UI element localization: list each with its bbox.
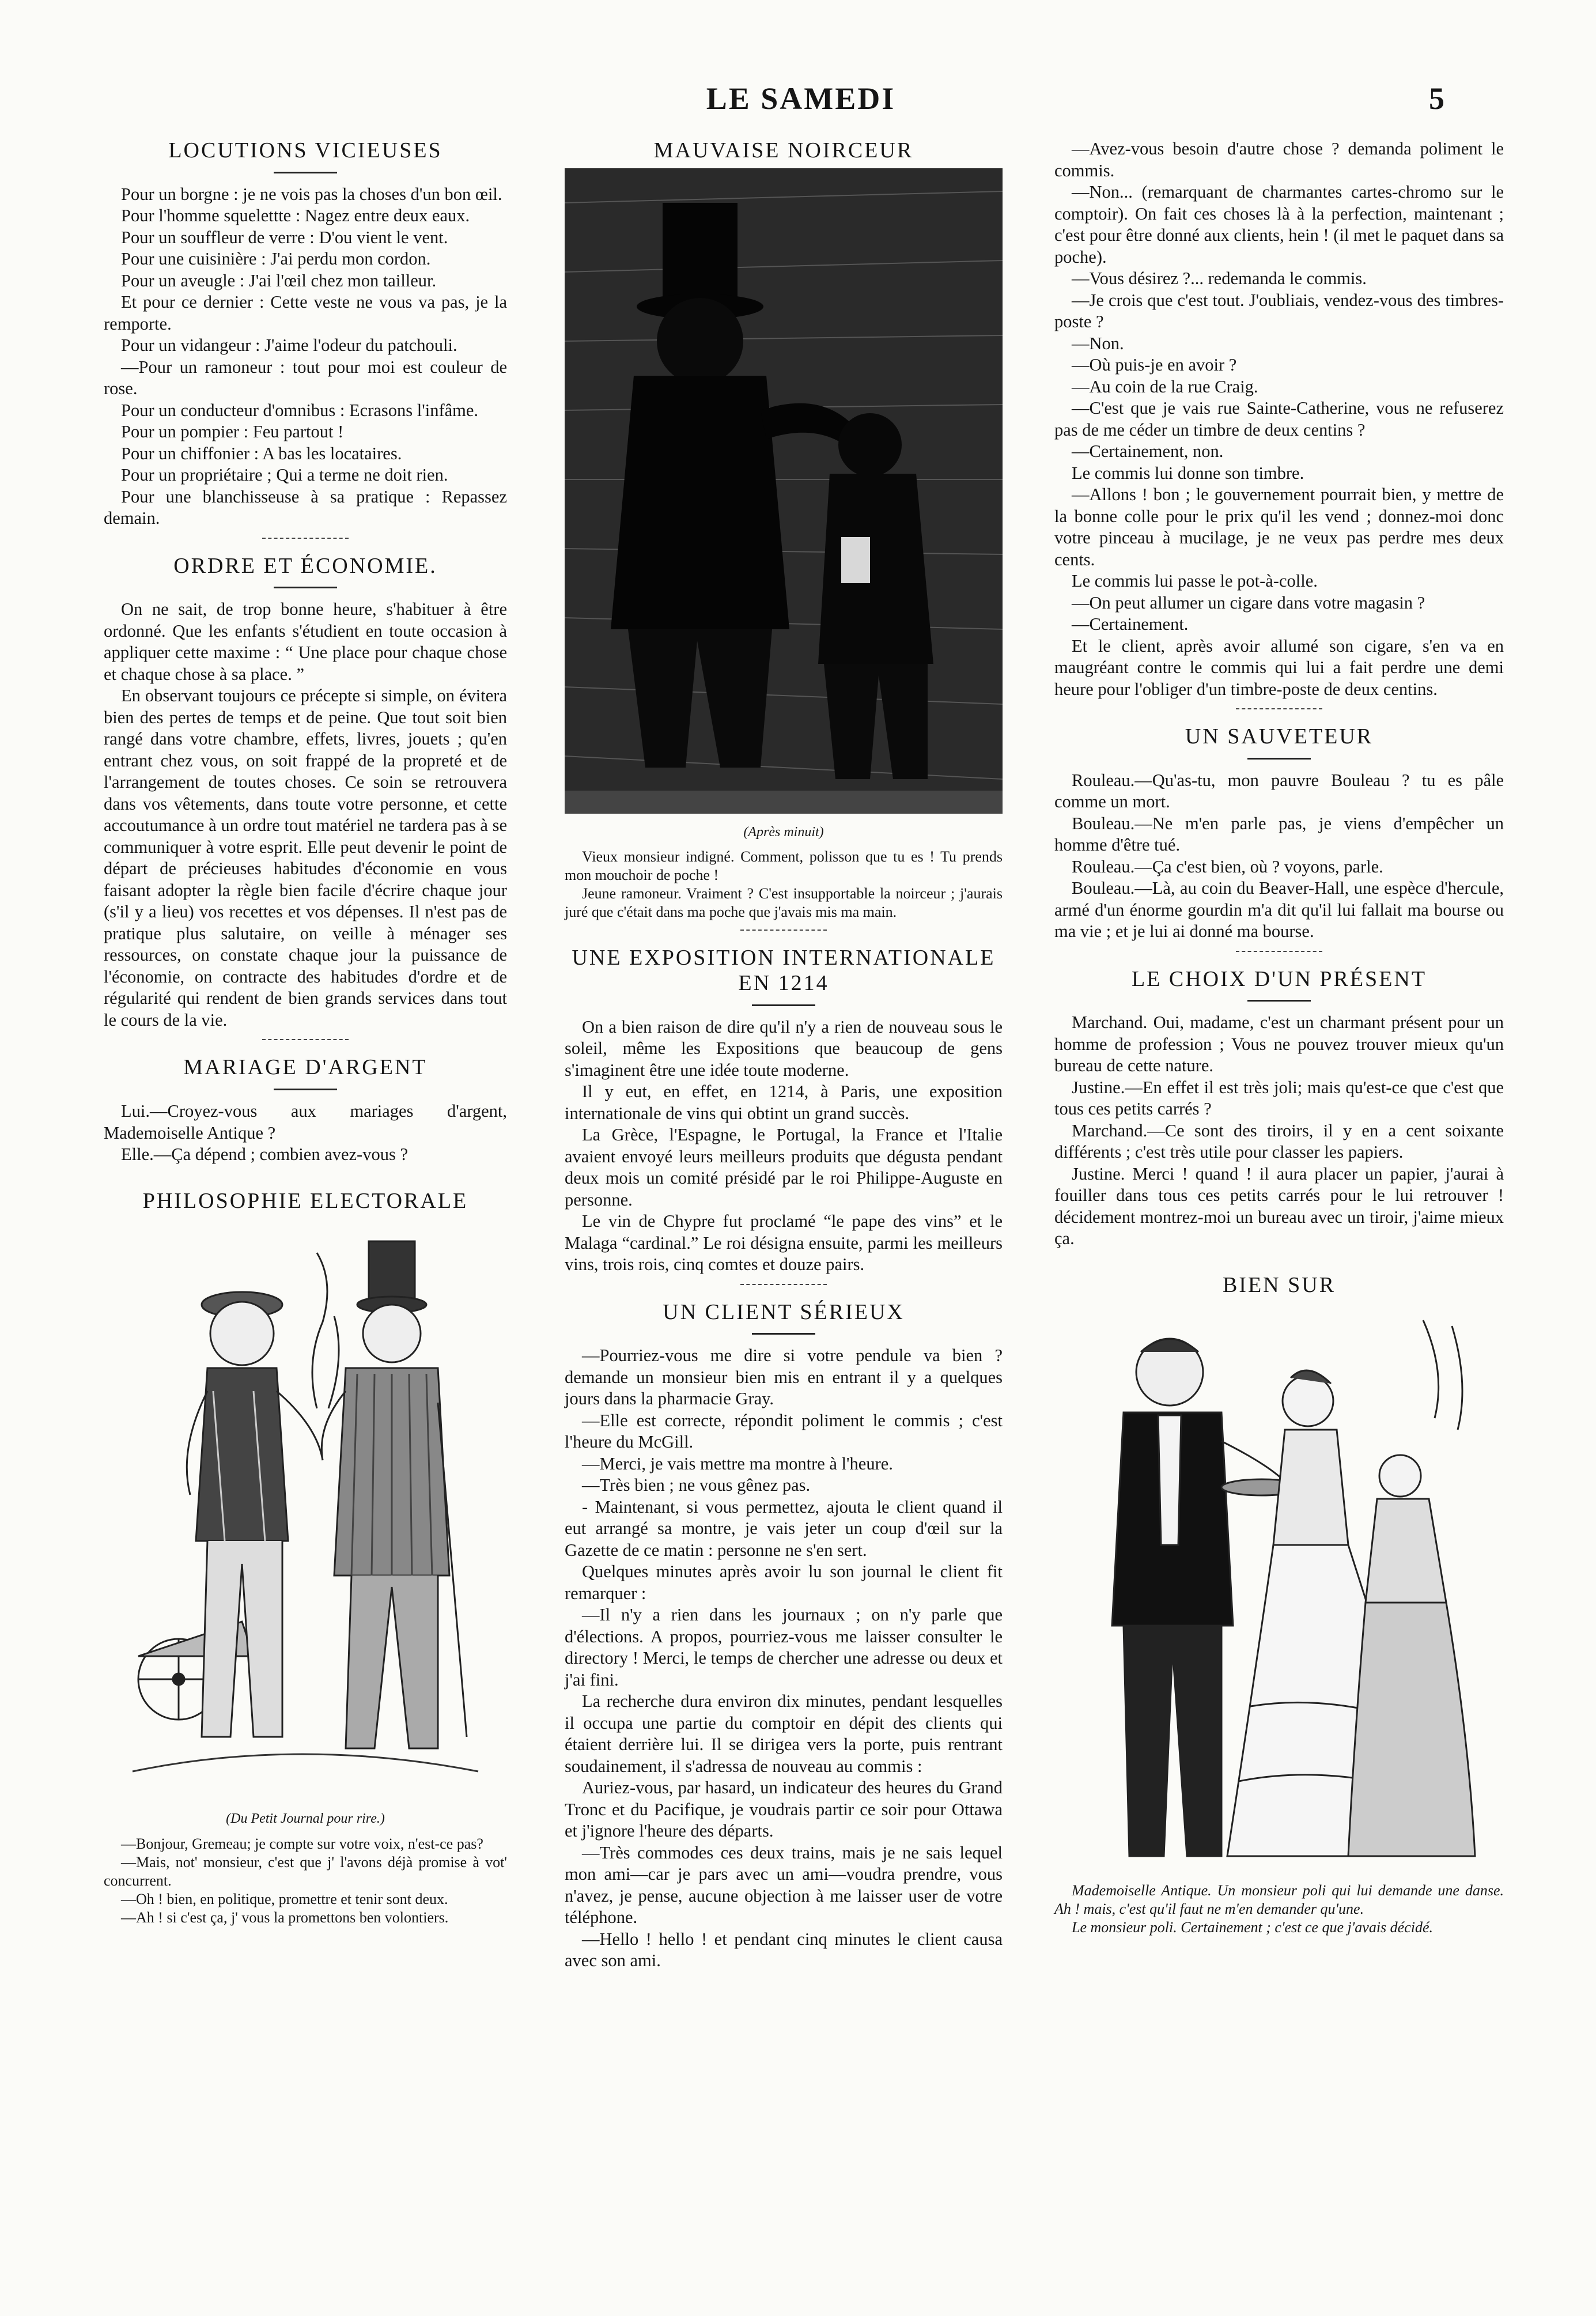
section-divider	[262, 538, 349, 539]
paragraph: Rouleau.—Ça c'est bien, où ? voyons, parle.	[1072, 856, 1383, 876]
paragraph: —Je crois que c'est tout. J'oubliais, vendez-vous des timbres-poste ?	[1054, 290, 1504, 331]
section-divider	[740, 930, 827, 931]
paragraph: —Non.	[1072, 333, 1124, 353]
article-title: LOCUTIONS VICIEUSES	[168, 138, 443, 163]
paragraph: —Merci, je vais mettre ma montre à l'heure.	[582, 1453, 893, 1474]
article-noirceur	[542, 138, 1026, 921]
title-rule	[274, 1089, 337, 1090]
paragraph: —Il n'y a rien dans les journaux ; on n'y parle que d'élections. A propos, pourriez-vous me laisser consulter le directory ! Merci, le temps de chercher une adresse ou deux et j'ai fini.	[565, 1605, 1003, 1690]
paragraph: Le commis lui donne son timbre.	[1072, 463, 1304, 483]
article-client-suite	[1054, 138, 1504, 700]
article-biensur	[1054, 1273, 1504, 1937]
newspaper-name: LE SAMEDI	[706, 81, 896, 116]
title-rule	[1247, 1000, 1311, 1002]
paragraph: —Très commodes ces deux trains, mais je ne sais lequel mon ami—car je pars avec un ami—voudra prendre, vous n'avez, je pense, aucune objection à me laisser user de votre téléphone.	[565, 1842, 1003, 1928]
article-title: UN SAUVETEUR	[1185, 724, 1374, 749]
paragraph: Bouleau.—Ne m'en parle pas, je viens d'empêcher un homme d'être tué.	[1054, 813, 1504, 855]
paragraph: Le vin de Chypre fut proclamé “le pape des vins” et le Malaga “cardinal.” Le roi désigna ensuite, parmi les meilleurs vins, trois rois, cinq comtes et douze pairs.	[565, 1211, 1003, 1275]
paragraph: Pour un conducteur d'omnibus : Ecrasons l'infâme.	[121, 400, 479, 420]
paragraph: La recherche dura environ dix minutes, pendant lesquelles il occupa une partie du comptoir en dépit des clients qui étaient derrière lui. Il se dirigea vers la porte, puis rentrant soudainement, il s'adressa de nouveau au commis :	[565, 1691, 1003, 1776]
section-divider	[1236, 708, 1322, 709]
paragraph: Justine.—En effet il est très joli; mais qu'est-ce que c'est que tous ces petits carrés ?	[1054, 1077, 1504, 1119]
paragraph: Marchand. Oui, madame, c'est un charmant présent pour un homme de profession ; Vous ne pouvez trouver mieux qu'un bureau de cette nature.	[1054, 1012, 1504, 1076]
column-left	[104, 138, 507, 1933]
article-title: MARIAGE D'ARGENT	[183, 1055, 428, 1080]
paragraph: —Très bien ; ne vous gênez pas.	[582, 1475, 811, 1495]
section-divider	[262, 1039, 349, 1040]
paragraph: Pour une cuisinière : J'ai perdu mon cordon.	[121, 249, 431, 269]
section-divider	[1236, 951, 1322, 952]
paragraph: —Allons ! bon ; le gouvernement pourrait bien, y mettre de la bonne colle pour le prix qu'il les vend ; donnez-moi donc votre pinceau à mucilage, je ne veux pas perdre mes deux cents.	[1054, 485, 1504, 569]
paragraph: —Pour un ramoneur : tout pour moi est couleur de rose.	[104, 357, 507, 399]
paragraph: Justine. Merci ! quand ! il aura placer un papier, j'aurai à fouiller dans tous ces petits carrés pour le lui retrouver ! décidement montrez-moi un bureau avec un tiroir, j'aime mieux ça.	[1054, 1163, 1504, 1249]
article-title: UNE EXPOSITION INTERNATIONALE EN 1214	[572, 946, 996, 995]
paragraph: —Ah ! si c'est ça, j' vous la promettons ben volontiers.	[121, 1909, 449, 1926]
illustration-caption: (Du Petit Journal pour rire.)	[226, 1811, 385, 1827]
article-title: BIEN SUR	[1222, 1272, 1336, 1297]
paragraph: —Certainement.	[1072, 614, 1189, 634]
title-rule	[1247, 758, 1311, 760]
paragraph: Lui.—Croyez-vous aux mariages d'argent, Mademoiselle Antique ?	[104, 1101, 507, 1143]
paragraph: En observant toujours ce précepte si simple, on évitera bien des pertes de temps et de peine. Que tout soit bien rangé dans votre chambre, effets, livres, jouets ; qu'en entrant chez vous, on soit frappé de la propreté et de l'arrangement de toutes choses. Ce soin se retrouvera dans vos vêtements, dans toute votre personne, et cette accoutumance à un ordre tout matériel ne tardera pas à se communiquer à votre esprit. Elle peut devenir le point de départ de précieuses habitudes d'économie en vous faisant adopter la règle bien facile d'écrire chaque jour (s'il y a lieu) vos recettes et vos dépenses. Il n'est pas de pratique plus salutaire, on veille à ménager ses ressources, on constate chaque jour la puissance de l'économie, on contracte des habitudes d'ordre et de régularité qui rendent de bien grands services dans tout le cours de la vie.	[104, 686, 507, 1030]
paragraph: Et le client, après avoir allumé son cigare, s'en va en maugréant contre le commis qui lui a fait perdre une demi heure pour l'obliger d'un timbre-poste de deux centins.	[1054, 636, 1504, 699]
paragraph: —C'est que je vais rue Sainte-Catherine, vous ne refuserez pas de me céder un timbre de deux centins ?	[1054, 398, 1504, 440]
paragraph: Le commis lui passe le pot-à-colle.	[1072, 571, 1318, 591]
paragraph: Pour un chiffonier : A bas les locataires.	[121, 443, 402, 463]
paragraph: Pour un pompier : Feu partout !	[121, 422, 344, 442]
article-title: LE CHOIX D'UN PRÉSENT	[1131, 966, 1427, 991]
article-ordre	[104, 554, 507, 1032]
article-title: PHILOSOPHIE ELECTORALE	[142, 1188, 468, 1213]
paragraph: —Non... (remarquant de charmantes cartes-chromo sur le comptoir). On fait ces choses là à la perfection, maintenant ; c'est pour être donné aux clients, hein ! (il met le paquet dans sa poche).	[1054, 182, 1504, 267]
title-rule	[752, 1333, 815, 1335]
article-sauveteur	[1054, 724, 1504, 943]
article-title: UN CLIENT SÉRIEUX	[663, 1299, 905, 1324]
article-choix	[1054, 967, 1504, 1250]
paragraph: Bouleau.—Là, au coin du Beaver-Hall, une espèce d'hercule, armé d'un énorme gourdin m'a dit qu'il lui fallait ma bourse ou ma vie ; et je lui ai donné ma bourse.	[1054, 878, 1504, 942]
paragraph: La Grèce, l'Espagne, le Portugal, la France et l'Italie avaient envoyé leurs meilleurs produits que dégusta pendant deux mois un comité présidé par le roi Philippe-Auguste en personne.	[565, 1125, 1003, 1210]
paragraph: Pour un borgne : je ne vois pas la choses d'un bon œil.	[121, 184, 502, 204]
paragraph: Marchand.—Ce sont des tiroirs, il y en a cent soixante différents ; c'est très utile pour classer les papiers.	[1054, 1120, 1504, 1162]
paragraph: Pour un aveugle : J'ai l'œil chez mon tailleur.	[121, 270, 437, 290]
illustration-caption: (Après minuit)	[743, 824, 824, 840]
paragraph: Jeune ramoneur. Vraiment ? C'est insupportable la noirceur ; j'aurais juré que c'était dans ma poche que j'avais mis ma main.	[565, 885, 1003, 921]
title-rule	[274, 587, 337, 588]
article-client	[565, 1300, 1003, 1972]
title-rule	[274, 172, 337, 173]
article-title: MAUVAISE NOIRCEUR	[653, 138, 914, 163]
paragraph: —Pourriez-vous me dire si votre pendule va bien ? demande un monsieur bien mis en entrant il y a quelques jours dans la pharmacie Gray.	[565, 1346, 1003, 1409]
column-right	[1054, 138, 1504, 1943]
paragraph: —Certainement, non.	[1072, 441, 1224, 461]
paragraph: —Bonjour, Gremeau; je compte sur votre voix, n'est-ce pas?	[121, 1835, 483, 1852]
paragraph: Pour une blanchisseuse à sa pratique : Repassez demain.	[104, 486, 507, 528]
paragraph: Mademoiselle Antique. Un monsieur poli qui lui demande une danse. Ah ! mais, c'est qu'il faut ne m'en demander qu'une.	[1054, 1881, 1504, 1917]
paragraph: On a bien raison de dire qu'il n'y a rien de nouveau sous le soleil, même les Expositions que beaucoup de gens s'imaginent être une idée toute moderne.	[565, 1017, 1003, 1080]
article-title: ORDRE ET ÉCONOMIE.	[173, 553, 437, 578]
column-center	[542, 138, 1026, 1978]
dark-night-illustration	[565, 168, 1003, 814]
paragraph: —On peut allumer un cigare dans votre magasin ?	[1072, 592, 1425, 613]
article-mariage	[104, 1055, 507, 1165]
paragraph: Pour l'homme squelettte : Nagez entre deux eaux.	[121, 206, 470, 226]
paragraph: —Elle est correcte, répondit poliment le commis ; c'est l'heure du McGill.	[565, 1410, 1003, 1452]
electoral-illustration	[127, 1218, 484, 1800]
paragraph: - Maintenant, si vous permettez, ajouta le client quand il eut arrangé sa montre, je vais jeter un coup d'œil sur la Gazette de ce matin : personne ne s'en sert.	[565, 1497, 1003, 1560]
paragraph: —Au coin de la rue Craig.	[1072, 376, 1258, 396]
paragraph: —Avez-vous besoin d'autre chose ? demanda poliment le commis.	[1054, 139, 1504, 180]
ballroom-illustration	[1077, 1303, 1481, 1879]
paragraph: Vieux monsieur indigné. Comment, polisson que tu es ! Tu prends mon mouchoir de poche !	[565, 848, 1003, 884]
masthead	[0, 81, 1596, 121]
paragraph: Auriez-vous, par hasard, un indicateur des heures du Grand Tronc et du Pacifique, je voudrais partir ce soir pour Ottawa et j'ignore l'heure des départs.	[565, 1778, 1003, 1841]
paragraph: —Oh ! bien, en politique, promettre et tenir sont deux.	[121, 1890, 448, 1907]
paragraph: —Vous désirez ?... redemanda le commis.	[1072, 269, 1367, 288]
paragraph: —Hello ! hello ! et pendant cinq minutes le client causa avec son ami.	[565, 1929, 1003, 1971]
paragraph: Pour un vidangeur : J'aime l'odeur du patchouli.	[121, 335, 457, 356]
paragraph: On ne sait, de trop bonne heure, s'habituer à être ordonné. Que les enfants s'étudient en toute occasion à appliquer cette maxime : “ Une place pour chaque chose et chaque chose à sa place. ”	[104, 599, 507, 684]
paragraph: Rouleau.—Qu'as-tu, mon pauvre Bouleau ? tu es pâle comme un mort.	[1054, 770, 1504, 812]
page-number: 5	[1429, 81, 1444, 116]
article-philosophie	[104, 1189, 507, 1927]
article-locutions	[104, 138, 507, 530]
paragraph: Pour un propriétaire ; Qui a terme ne doit rien.	[121, 465, 448, 485]
paragraph: —Mais, not' monsieur, c'est que j' l'avons déjà promise à vot' concurrent.	[104, 1853, 507, 1889]
article-exposition	[565, 946, 1003, 1275]
paragraph: —Où puis-je en avoir ?	[1072, 355, 1237, 375]
paragraph: Le monsieur poli. Certainement ; c'est ce que j'avais décidé.	[1072, 1918, 1434, 1936]
paragraph: Elle.—Ça dépend ; combien avez-vous ?	[121, 1144, 408, 1165]
paragraph: Pour un souffleur de verre : D'ou vient le vent.	[121, 227, 448, 247]
paragraph: Et pour ce dernier : Cette veste ne vous va pas, je la remporte.	[104, 292, 507, 334]
paragraph: Il y eut, en effet, en 1214, à Paris, une exposition internationale de vins qui obtint un grand succès.	[565, 1082, 1003, 1123]
title-rule	[752, 1004, 815, 1006]
section-divider	[740, 1284, 827, 1285]
paragraph: Quelques minutes après avoir lu son journal le client fit remarquer :	[565, 1562, 1003, 1603]
